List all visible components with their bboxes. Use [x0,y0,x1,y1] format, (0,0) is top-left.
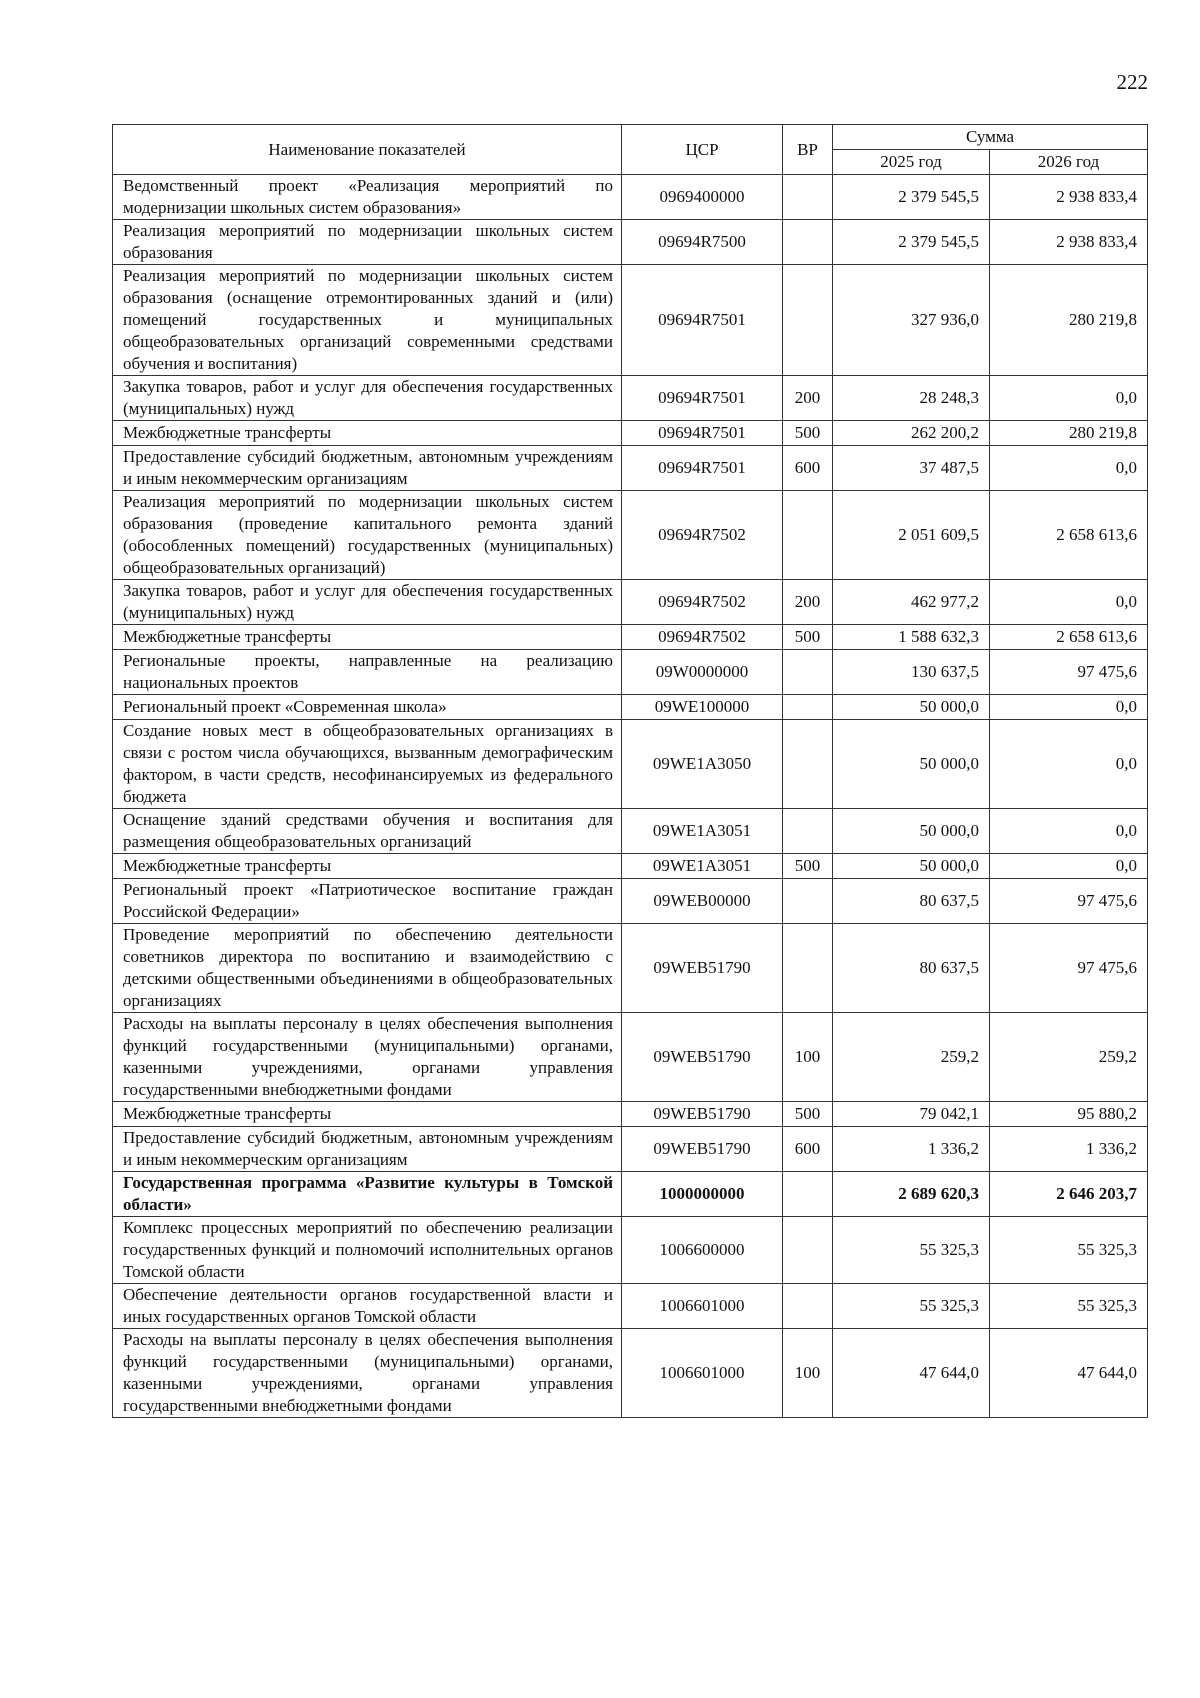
table-body [113,175,1148,1418]
row-value-2025: 259,2 [833,1013,990,1102]
table-row [113,695,1148,720]
row-value-2026: 2 938 833,4 [990,220,1148,265]
row-value-2026: 2 658 613,6 [990,491,1148,580]
header-2026: 2026 год [990,150,1148,175]
row-csr: 09694R7501 [622,265,783,376]
row-value-2025: 37 487,5 [833,446,990,491]
row-name: Реализация мероприятий по модернизации школьных систем образования (оснащение отремонтированных зданий и (или) помещений государственных и муниципальных общеобразовательных организаций современными средствами обучения и воспитания) [113,265,622,376]
row-name: Реализация мероприятий по модернизации школьных систем образования (проведение капитального ремонта зданий (обособленных помещений) государственных (муниципальных) общеобразовательных организаций) [113,491,622,580]
row-name: Межбюджетные трансферты [113,854,622,879]
row-name: Региональный проект «Патриотическое воспитание граждан Российской Федерации» [113,879,622,924]
table-row [113,924,1148,1013]
budget-table [112,124,1148,1418]
row-name: Региональный проект «Современная школа» [113,695,622,720]
table-row [113,854,1148,879]
header-sum: Сумма [833,125,1148,150]
table-row [113,421,1148,446]
table-row [113,1284,1148,1329]
row-csr: 1006600000 [622,1217,783,1284]
header-vr: ВР [783,125,833,175]
header-name: Наименование показателей [113,125,622,175]
table-row [113,1217,1148,1284]
row-vr [783,220,833,265]
row-vr: 500 [783,421,833,446]
row-value-2026: 55 325,3 [990,1284,1148,1329]
table-row [113,625,1148,650]
row-value-2025: 2 689 620,3 [833,1172,990,1217]
table-row [113,580,1148,625]
table-row [113,879,1148,924]
row-value-2025: 55 325,3 [833,1217,990,1284]
header-2025: 2025 год [833,150,990,175]
row-value-2025: 47 644,0 [833,1329,990,1418]
row-value-2026: 2 938 833,4 [990,175,1148,220]
row-name: Ведомственный проект «Реализация мероприятий по модернизации школьных систем образования» [113,175,622,220]
row-value-2025: 462 977,2 [833,580,990,625]
row-value-2025: 1 588 632,3 [833,625,990,650]
row-value-2026: 0,0 [990,376,1148,421]
row-value-2026: 97 475,6 [990,879,1148,924]
row-value-2025: 2 379 545,5 [833,220,990,265]
row-name: Предоставление субсидий бюджетным, автономным учреждениям и иным некоммерческим организациям [113,1127,622,1172]
table-row [113,1013,1148,1102]
row-csr: 09WE1A3051 [622,809,783,854]
row-vr: 600 [783,446,833,491]
row-csr: 09694R7502 [622,491,783,580]
row-vr [783,491,833,580]
row-vr [783,720,833,809]
row-name: Межбюджетные трансферты [113,1102,622,1127]
row-csr: 09694R7501 [622,421,783,446]
row-name: Закупка товаров, работ и услуг для обеспечения государственных (муниципальных) нужд [113,580,622,625]
row-vr [783,1284,833,1329]
row-vr: 100 [783,1013,833,1102]
row-name: Региональные проекты, направленные на реализацию национальных проектов [113,650,622,695]
row-vr [783,1217,833,1284]
table-row [113,1102,1148,1127]
row-value-2026: 95 880,2 [990,1102,1148,1127]
row-csr: 1006601000 [622,1284,783,1329]
row-csr: 09WEB00000 [622,879,783,924]
row-vr: 500 [783,854,833,879]
row-value-2025: 28 248,3 [833,376,990,421]
row-value-2026: 0,0 [990,580,1148,625]
table-row [113,175,1148,220]
row-value-2026: 97 475,6 [990,650,1148,695]
row-value-2026: 280 219,8 [990,265,1148,376]
row-vr [783,650,833,695]
row-vr [783,175,833,220]
row-name: Комплекс процессных мероприятий по обеспечению реализации государственных функций и полномочий исполнительных органов Томской области [113,1217,622,1284]
row-value-2026: 97 475,6 [990,924,1148,1013]
row-csr: 09WE1A3051 [622,854,783,879]
row-csr: 1006601000 [622,1329,783,1418]
row-csr: 09694R7502 [622,580,783,625]
row-csr: 1000000000 [622,1172,783,1217]
table-row [113,265,1148,376]
row-value-2025: 2 051 609,5 [833,491,990,580]
row-vr: 100 [783,1329,833,1418]
row-vr [783,809,833,854]
row-value-2025: 55 325,3 [833,1284,990,1329]
row-name: Оснащение зданий средствами обучения и воспитания для размещения общеобразовательных организаций [113,809,622,854]
row-vr [783,1172,833,1217]
row-vr: 200 [783,580,833,625]
table-row [113,491,1148,580]
row-name: Проведение мероприятий по обеспечению деятельности советников директора по воспитанию и взаимодействию с детскими общественными объединениями в общеобразовательных организациях [113,924,622,1013]
row-value-2025: 2 379 545,5 [833,175,990,220]
row-csr: 09694R7501 [622,376,783,421]
row-value-2026: 280 219,8 [990,421,1148,446]
table-row [113,650,1148,695]
row-vr [783,924,833,1013]
row-vr [783,879,833,924]
row-name: Государственная программа «Развитие культуры в Томской области» [113,1172,622,1217]
row-vr: 500 [783,1102,833,1127]
row-name: Расходы на выплаты персоналу в целях обеспечения выполнения функций государственными (муниципальными) органами, казенными учреждениями, органами управления государственными внебюджетными фондами [113,1329,622,1418]
page-number: 222 [1116,70,1148,94]
row-value-2026: 0,0 [990,695,1148,720]
row-value-2026: 0,0 [990,720,1148,809]
row-vr: 200 [783,376,833,421]
table-row [113,1172,1148,1217]
table-row [113,446,1148,491]
row-csr: 09694R7501 [622,446,783,491]
row-csr: 09WEB51790 [622,1127,783,1172]
row-value-2025: 327 936,0 [833,265,990,376]
row-name: Межбюджетные трансферты [113,625,622,650]
row-csr: 09WE1A3050 [622,720,783,809]
row-name: Закупка товаров, работ и услуг для обеспечения государственных (муниципальных) нужд [113,376,622,421]
row-vr: 500 [783,625,833,650]
table-row [113,809,1148,854]
row-value-2026: 259,2 [990,1013,1148,1102]
row-value-2025: 1 336,2 [833,1127,990,1172]
row-value-2026: 55 325,3 [990,1217,1148,1284]
row-name: Создание новых мест в общеобразовательных организациях в связи с ростом числа обучающихся, вызванным демографическим фактором, в части средств, несофинансируемых из федерального бюджета [113,720,622,809]
row-csr: 09WEB51790 [622,924,783,1013]
row-csr: 09WEB51790 [622,1102,783,1127]
row-csr: 09694R7502 [622,625,783,650]
row-value-2025: 50 000,0 [833,854,990,879]
row-name: Межбюджетные трансферты [113,421,622,446]
table-row [113,1127,1148,1172]
row-vr [783,265,833,376]
row-value-2026: 0,0 [990,854,1148,879]
table-row [113,220,1148,265]
header-csr: ЦСР [622,125,783,175]
row-value-2026: 0,0 [990,446,1148,491]
row-value-2026: 47 644,0 [990,1329,1148,1418]
row-value-2025: 50 000,0 [833,809,990,854]
row-value-2025: 130 637,5 [833,650,990,695]
row-name: Реализация мероприятий по модернизации школьных систем образования [113,220,622,265]
row-value-2025: 80 637,5 [833,924,990,1013]
header-row [113,125,1148,150]
row-value-2026: 2 658 613,6 [990,625,1148,650]
row-value-2025: 80 637,5 [833,879,990,924]
table-row [113,376,1148,421]
row-value-2026: 0,0 [990,809,1148,854]
row-value-2025: 50 000,0 [833,695,990,720]
row-vr [783,695,833,720]
table-row [113,720,1148,809]
row-csr: 09W0000000 [622,650,783,695]
row-value-2026: 1 336,2 [990,1127,1148,1172]
row-value-2025: 79 042,1 [833,1102,990,1127]
row-vr: 600 [783,1127,833,1172]
row-csr: 09WEB51790 [622,1013,783,1102]
row-csr: 09WE100000 [622,695,783,720]
row-value-2025: 50 000,0 [833,720,990,809]
table-row [113,1329,1148,1418]
row-value-2026: 2 646 203,7 [990,1172,1148,1217]
row-value-2025: 262 200,2 [833,421,990,446]
row-csr: 0969400000 [622,175,783,220]
row-name: Расходы на выплаты персоналу в целях обеспечения выполнения функций государственными (муниципальными) органами, казенными учреждениями, органами управления государственными внебюджетными фондами [113,1013,622,1102]
row-csr: 09694R7500 [622,220,783,265]
row-name: Предоставление субсидий бюджетным, автономным учреждениям и иным некоммерческим организациям [113,446,622,491]
row-name: Обеспечение деятельности органов государственной власти и иных государственных органов Томской области [113,1284,622,1329]
